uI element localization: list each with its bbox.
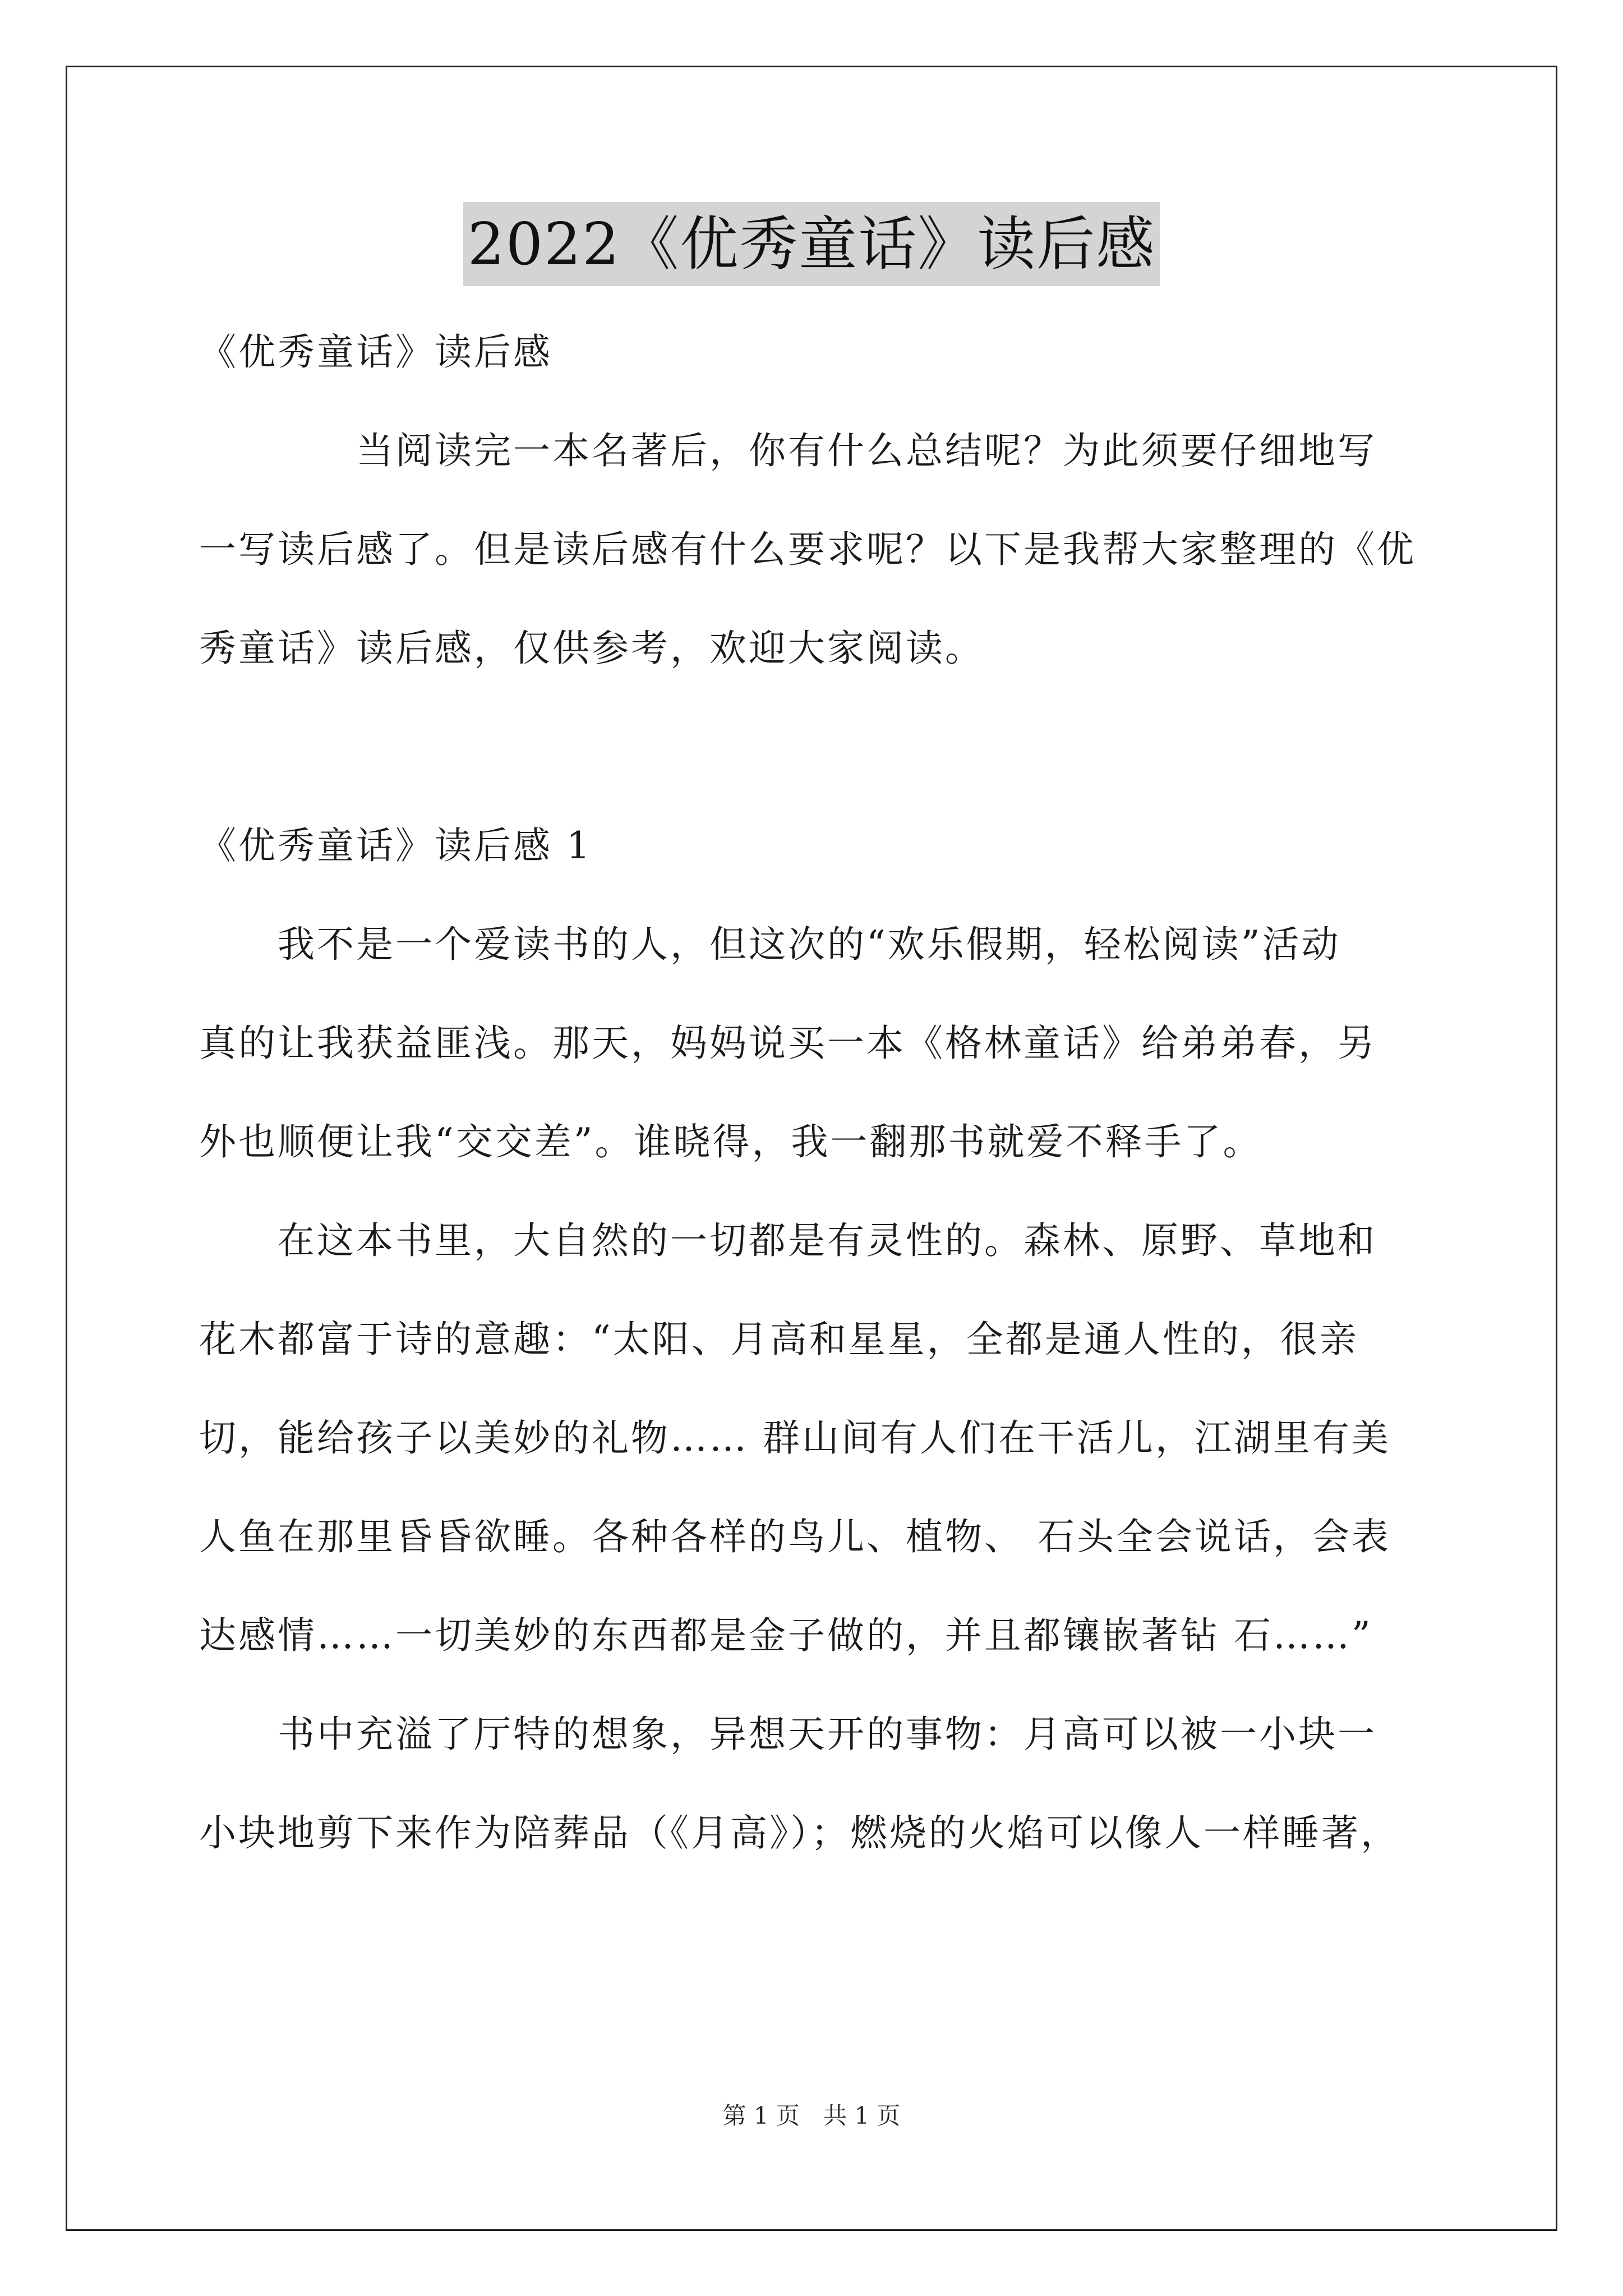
page-number: 第 1 页 共 1 页 bbox=[722, 2102, 901, 2129]
document-body bbox=[199, 303, 1433, 1883]
intro-line-1: 当阅读完一本名著后，你有什么总结呢？为此须要仔细地写 bbox=[199, 429, 1377, 472]
body-line-8: 达感情……一切美妙的东西都是金子做的，并且都镶嵌著钻 石……” bbox=[199, 1614, 1373, 1657]
body-line-5: 花木都富于诗的意趣：“太阳、月高和星星，全都是通人性的，很亲 bbox=[199, 1318, 1359, 1361]
body-line-1: 我不是一个爱读书的人，但这次的“欢乐假期，轻松阅读”活动 bbox=[199, 923, 1341, 966]
body-line-10: 小块地剪下来作为陪葬品（《月高》）；燃烧的火焰可以像人一样睡著， bbox=[199, 1811, 1400, 1855]
subtitle: 《优秀童话》读后感 bbox=[199, 330, 552, 374]
blank-line bbox=[199, 698, 1433, 797]
title-container bbox=[0, 202, 1623, 286]
section-heading-1: 《优秀童话》读后感 1 bbox=[199, 824, 592, 867]
body-line-4: 在这本书里，大自然的一切都是有灵性的。森林、原野、草地和 bbox=[199, 1219, 1377, 1262]
document-title: 2022《优秀童话》读后感 bbox=[463, 202, 1160, 286]
body-line-9: 书中充溢了厅特的想象，异想天开的事物：月高可以被一小块一 bbox=[199, 1713, 1377, 1756]
intro-line-3: 秀童话》读后感，仅供参考，欢迎大家阅读。 bbox=[199, 627, 984, 670]
body-line-6: 切，能给孩子以美妙的礼物…… 群山间有人们在干活儿，江湖里有美 bbox=[199, 1416, 1391, 1460]
intro-line-2: 一写读后感了。但是读后感有什么要求呢？以下是我帮大家整理的《优 bbox=[199, 528, 1416, 571]
body-line-3: 外也顺便让我“交交差”。谁晓得，我一翻那书就爱不释手了。 bbox=[199, 1120, 1262, 1163]
body-line-7: 人鱼在那里昏昏欲睡。各种各样的鸟儿、植物、 石头全会说话，会表 bbox=[199, 1515, 1391, 1558]
body-line-2: 真的让我获益匪浅。那天，妈妈说买一本《格林童话》给弟弟春，另 bbox=[199, 1022, 1377, 1065]
